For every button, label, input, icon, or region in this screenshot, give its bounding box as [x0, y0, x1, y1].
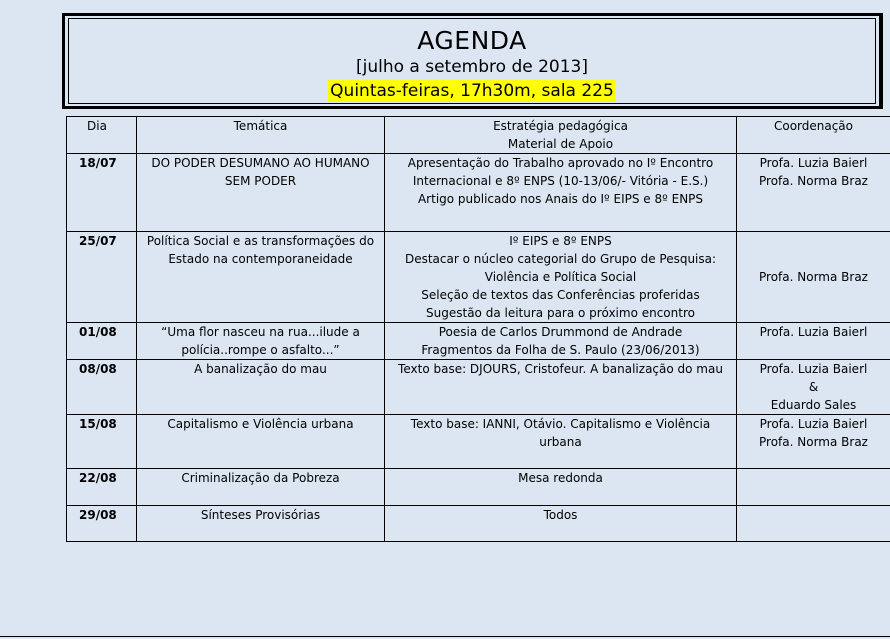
row-coordination-line: Profa. Luzia Baierl [759, 325, 868, 339]
row-strategy-line: Internacional e 8º ENPS (10-13/06/- Vitória - E.S.) [412, 174, 709, 188]
row-strategy-line: Violência e Política Social [484, 270, 637, 284]
row-coordination-line: Profa. Luzia Baierl [759, 362, 868, 376]
page-bottom-divider [0, 636, 890, 637]
row-strategy-line: Texto base: DJOURS, Cristofeur. A banalização do mau [398, 362, 723, 376]
row-strategy [385, 415, 737, 469]
row-strategy-line: Destacar o núcleo categorial do Grupo de Pesquisa: [404, 252, 717, 266]
row-theme-line: Capitalismo e Violência urbana [167, 417, 354, 431]
row-day: 25/07 [67, 232, 137, 323]
row-coordination [737, 232, 890, 323]
agenda-table [66, 116, 890, 542]
row-coordination-line: Profa. Luzia Baierl [759, 417, 868, 431]
table-row [67, 323, 890, 360]
row-theme-line: A banalização do mau [194, 362, 327, 376]
row-theme [137, 323, 385, 360]
row-theme-line: Criminalização da Pobreza [181, 471, 340, 485]
table-row [67, 469, 890, 506]
table-row [67, 154, 890, 232]
row-strategy [385, 506, 737, 542]
row-theme [137, 154, 385, 232]
row-day: 22/08 [67, 469, 137, 506]
row-theme-line: DO PODER DESUMANO AO HUMANO [151, 156, 370, 170]
row-strategy-line: Mesa redonda [518, 471, 603, 485]
row-coordination [737, 415, 890, 469]
row-day: 08/08 [67, 360, 137, 415]
header-strategy [385, 117, 737, 154]
schedule-highlight: Quintas-feiras, 17h30m, sala 225 [330, 81, 614, 101]
row-day: 29/08 [67, 506, 137, 542]
row-theme [137, 415, 385, 469]
header-day: Dia [67, 117, 137, 154]
row-theme-line: Sínteses Provisórias [200, 508, 321, 522]
row-theme [137, 360, 385, 415]
row-theme-line: Estado na contemporaneidade [168, 252, 353, 266]
row-strategy-line: Apresentação do Trabalho aprovado no Iº Encontro [407, 156, 714, 170]
header-material-label: Material de Apoio [507, 137, 614, 151]
row-strategy-line: Fragmentos da Folha de S. Paulo (23/06/2013) [421, 343, 700, 357]
row-theme-line: SEM PODER [224, 174, 297, 188]
header-theme: Temática [137, 117, 385, 154]
row-coordination [737, 469, 890, 506]
row-coordination [737, 506, 890, 542]
row-day: 18/07 [67, 154, 137, 232]
row-strategy-line: Poesia de Carlos Drummond de Andrade [438, 325, 683, 339]
row-strategy [385, 360, 737, 415]
row-strategy [385, 323, 737, 360]
row-theme-line: Política Social e as transformações do [146, 234, 375, 248]
row-strategy-line: Iº EIPS e 8º ENPS [509, 234, 612, 248]
row-theme-line: polícia..rompe o asfalto...” [181, 343, 340, 357]
row-coordination-line: Profa. Norma Braz [759, 270, 868, 284]
period-subtitle: [julho a setembro de 2013] [355, 57, 588, 77]
row-coordination-line: Profa. Luzia Baierl [759, 156, 868, 170]
table-row [67, 360, 890, 415]
row-day: 15/08 [67, 415, 137, 469]
row-strategy [385, 232, 737, 323]
agenda-header [62, 13, 883, 109]
row-coordination-line: Profa. Norma Braz [759, 174, 868, 188]
row-strategy-line: urbana [539, 435, 582, 449]
row-theme [137, 469, 385, 506]
row-strategy-line: Texto base: IANNI, Otávio. Capitalismo e Violência [410, 417, 711, 431]
row-strategy-line: Sugestão da leitura para o próximo encontro [426, 306, 695, 320]
row-coordination-line: Profa. Norma Braz [759, 435, 868, 449]
header-inner-frame [68, 18, 876, 104]
table-row [67, 506, 890, 542]
row-theme [137, 232, 385, 323]
row-coordination [737, 360, 890, 415]
table-header-row [67, 117, 890, 154]
row-coordination [737, 154, 890, 232]
row-day: 01/08 [67, 323, 137, 360]
row-strategy-line: Seleção de textos das Conferências proferidas [421, 288, 700, 302]
row-theme [137, 506, 385, 542]
row-strategy [385, 154, 737, 232]
table-row [67, 232, 890, 323]
agenda-body [67, 154, 890, 542]
row-theme-line: “Uma flor nasceu na rua...ilude a [161, 325, 360, 339]
page-title: AGENDA [417, 26, 527, 55]
header-strategy-label: Estratégia pedagógica [493, 119, 628, 133]
row-coordination [737, 323, 890, 360]
row-strategy-line: Artigo publicado nos Anais do Iº EIPS e 8º ENPS [417, 192, 704, 206]
table-row [67, 415, 890, 469]
row-coordination-line: Eduardo Sales [770, 398, 857, 412]
row-strategy [385, 469, 737, 506]
row-strategy-line: Todos [543, 508, 578, 522]
header-coordination: Coordenação [737, 117, 890, 154]
row-coordination-line: & [808, 380, 819, 394]
